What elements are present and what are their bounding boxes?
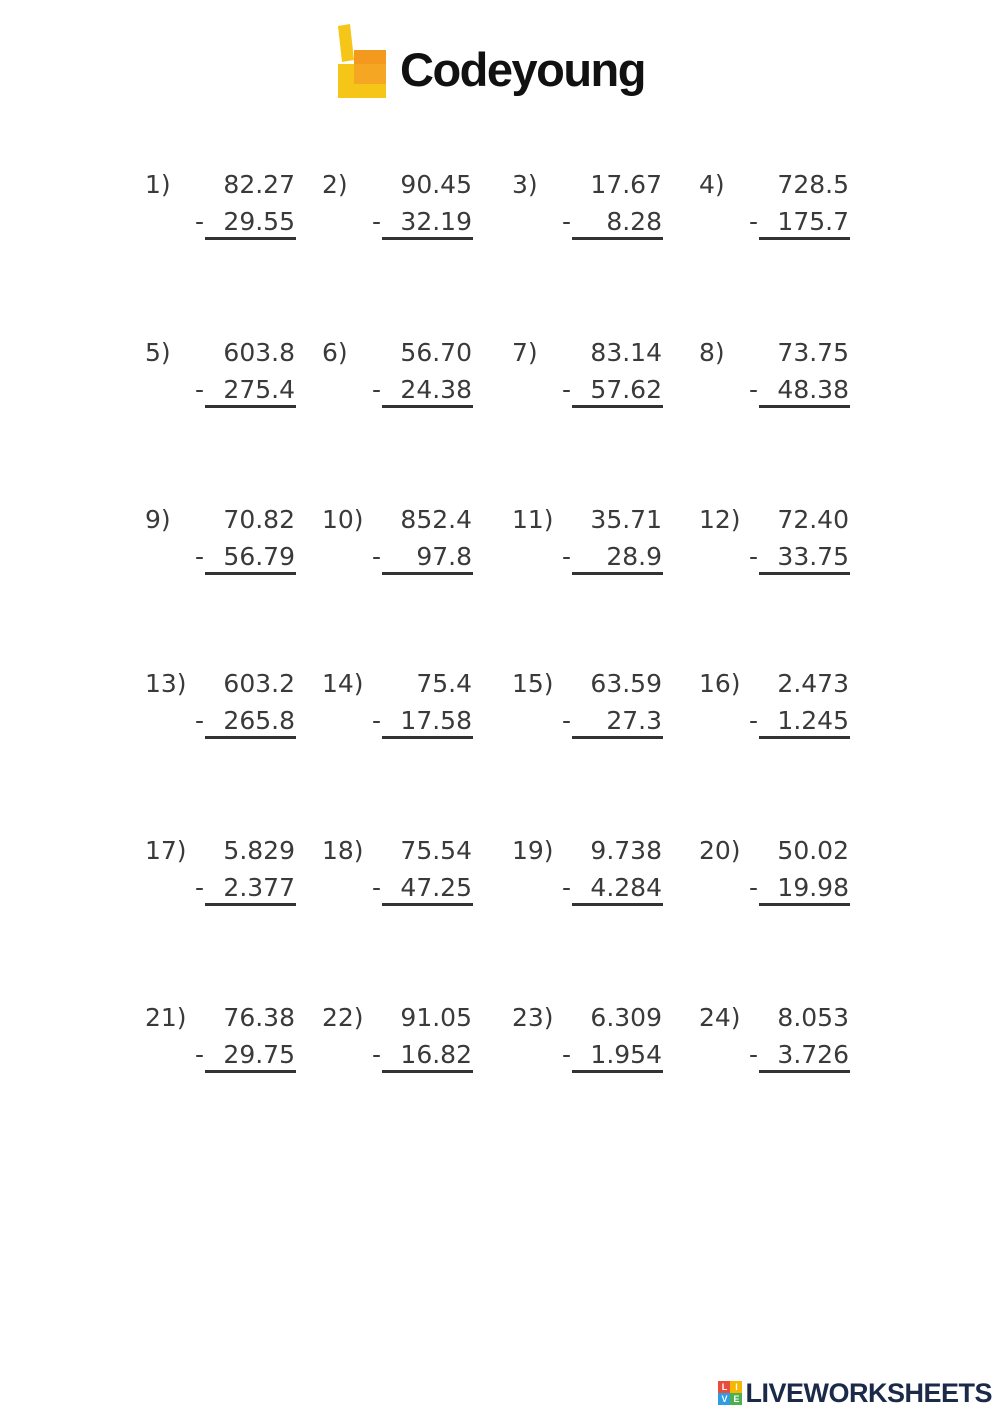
minus-sign: -	[195, 873, 205, 902]
minuend: 90.45	[400, 170, 472, 199]
answer-line	[205, 736, 296, 739]
problem-12	[699, 507, 889, 587]
answer-line	[572, 572, 663, 575]
logo-wordmark: Codeyoung	[400, 43, 645, 96]
liveworksheets-icon	[718, 1381, 742, 1405]
subtrahend: 17.58	[400, 706, 472, 735]
subtrahend: 1.954	[590, 1040, 662, 1069]
problem-number: 17)	[145, 836, 187, 865]
minuend: 63.59	[590, 669, 662, 698]
answer-line	[205, 405, 296, 408]
answer-line	[572, 237, 663, 240]
subtrahend: 175.7	[777, 207, 849, 236]
problem-3	[512, 172, 702, 252]
problem-15	[512, 671, 702, 751]
minus-sign: -	[749, 207, 759, 236]
problem-number: 20)	[699, 836, 741, 865]
subtrahend: 3.726	[777, 1040, 849, 1069]
answer-line	[205, 572, 296, 575]
problem-5	[145, 340, 335, 420]
subtrahend: 32.19	[400, 207, 472, 236]
problem-2	[322, 172, 512, 252]
minus-sign: -	[372, 542, 382, 571]
answer-line	[205, 1070, 296, 1073]
lw-icon-letter-i: I	[730, 1381, 742, 1393]
problem-number: 22)	[322, 1003, 364, 1032]
minuend: 76.38	[223, 1003, 295, 1032]
minuend: 603.2	[223, 669, 295, 698]
answer-line	[382, 1070, 473, 1073]
minus-sign: -	[562, 375, 572, 404]
answer-line	[759, 572, 850, 575]
minus-sign: -	[749, 1040, 759, 1069]
minuend: 603.8	[223, 338, 295, 367]
problem-number: 21)	[145, 1003, 187, 1032]
subtrahend: 27.3	[606, 706, 662, 735]
minuend: 728.5	[777, 170, 849, 199]
minuend: 17.67	[590, 170, 662, 199]
problem-14	[322, 671, 512, 751]
problem-16	[699, 671, 889, 751]
problem-number: 11)	[512, 505, 554, 534]
minus-sign: -	[749, 375, 759, 404]
problem-18	[322, 838, 512, 918]
minus-sign: -	[195, 375, 205, 404]
minus-sign: -	[562, 706, 572, 735]
subtrahend: 8.28	[606, 207, 662, 236]
problem-number: 10)	[322, 505, 364, 534]
minus-sign: -	[372, 706, 382, 735]
minus-sign: -	[195, 207, 205, 236]
minuend: 91.05	[400, 1003, 472, 1032]
minuend: 83.14	[590, 338, 662, 367]
answer-line	[759, 736, 850, 739]
subtrahend: 19.98	[777, 873, 849, 902]
answer-line	[572, 405, 663, 408]
minuend: 9.738	[590, 836, 662, 865]
problem-19	[512, 838, 702, 918]
lw-icon-letter-e: E	[730, 1393, 742, 1405]
subtrahend: 16.82	[400, 1040, 472, 1069]
answer-line	[382, 237, 473, 240]
answer-line	[572, 903, 663, 906]
minus-sign: -	[749, 873, 759, 902]
subtrahend: 265.8	[223, 706, 295, 735]
minus-sign: -	[195, 542, 205, 571]
problem-20	[699, 838, 889, 918]
problem-13	[145, 671, 335, 751]
liveworksheets-wordmark: LIVEWORKSHEETS	[745, 1377, 992, 1408]
minuend: 72.40	[777, 505, 849, 534]
problem-number: 23)	[512, 1003, 554, 1032]
subtrahend: 1.245	[777, 706, 849, 735]
answer-line	[759, 903, 850, 906]
answer-line	[382, 736, 473, 739]
problem-number: 4)	[699, 170, 725, 199]
minus-sign: -	[749, 706, 759, 735]
minuend: 35.71	[590, 505, 662, 534]
minus-sign: -	[372, 207, 382, 236]
minuend: 5.829	[223, 836, 295, 865]
problem-1	[145, 172, 335, 252]
problem-7	[512, 340, 702, 420]
problem-number: 3)	[512, 170, 538, 199]
subtrahend: 29.75	[223, 1040, 295, 1069]
answer-line	[205, 903, 296, 906]
answer-line	[382, 903, 473, 906]
subtrahend: 4.284	[590, 873, 662, 902]
answer-line	[759, 405, 850, 408]
minuend: 73.75	[777, 338, 849, 367]
answer-line	[759, 1070, 850, 1073]
minuend: 8.053	[777, 1003, 849, 1032]
problem-9	[145, 507, 335, 587]
footer-brand	[718, 1378, 992, 1408]
lw-icon-letter-l: L	[718, 1381, 730, 1393]
problem-10	[322, 507, 512, 587]
subtrahend: 275.4	[223, 375, 295, 404]
minus-sign: -	[372, 873, 382, 902]
subtrahend: 28.9	[606, 542, 662, 571]
answer-line	[382, 405, 473, 408]
minus-sign: -	[562, 542, 572, 571]
minuend: 50.02	[777, 836, 849, 865]
problem-number: 16)	[699, 669, 741, 698]
problem-number: 12)	[699, 505, 741, 534]
problem-23	[512, 1005, 702, 1085]
problem-21	[145, 1005, 335, 1085]
subtrahend: 57.62	[590, 375, 662, 404]
minus-sign: -	[195, 706, 205, 735]
problem-number: 8)	[699, 338, 725, 367]
problem-number: 9)	[145, 505, 171, 534]
problem-17	[145, 838, 335, 918]
minus-sign: -	[562, 207, 572, 236]
minuend: 70.82	[223, 505, 295, 534]
subtrahend: 24.38	[400, 375, 472, 404]
answer-line	[759, 237, 850, 240]
problem-number: 1)	[145, 170, 171, 199]
problem-24	[699, 1005, 889, 1085]
subtrahend: 47.25	[400, 873, 472, 902]
problem-number: 7)	[512, 338, 538, 367]
subtrahend: 2.377	[223, 873, 295, 902]
problem-number: 19)	[512, 836, 554, 865]
answer-line	[572, 736, 663, 739]
answer-line	[572, 1070, 663, 1073]
problem-number: 14)	[322, 669, 364, 698]
problem-number: 24)	[699, 1003, 741, 1032]
problem-number: 18)	[322, 836, 364, 865]
minus-sign: -	[195, 1040, 205, 1069]
subtrahend: 48.38	[777, 375, 849, 404]
answer-line	[205, 237, 296, 240]
answer-line	[382, 572, 473, 575]
minuend: 75.4	[416, 669, 472, 698]
lw-icon-letter-v: V	[718, 1393, 730, 1405]
subtrahend: 33.75	[777, 542, 849, 571]
minuend: 2.473	[777, 669, 849, 698]
minuend: 82.27	[223, 170, 295, 199]
minuend: 75.54	[400, 836, 472, 865]
minus-sign: -	[372, 375, 382, 404]
minuend: 852.4	[400, 505, 472, 534]
minuend: 6.309	[590, 1003, 662, 1032]
problem-number: 5)	[145, 338, 171, 367]
problem-22	[322, 1005, 512, 1085]
subtrahend: 97.8	[416, 542, 472, 571]
minus-sign: -	[562, 873, 572, 902]
subtrahend: 56.79	[223, 542, 295, 571]
problem-8	[699, 340, 889, 420]
problem-number: 15)	[512, 669, 554, 698]
minuend: 56.70	[400, 338, 472, 367]
codeyoung-logo-icon	[330, 24, 390, 100]
problem-number: 2)	[322, 170, 348, 199]
minus-sign: -	[372, 1040, 382, 1069]
minus-sign: -	[749, 542, 759, 571]
problem-number: 6)	[322, 338, 348, 367]
problem-number: 13)	[145, 669, 187, 698]
problem-11	[512, 507, 702, 587]
problem-4	[699, 172, 889, 252]
subtrahend: 29.55	[223, 207, 295, 236]
minus-sign: -	[562, 1040, 572, 1069]
problem-6	[322, 340, 512, 420]
